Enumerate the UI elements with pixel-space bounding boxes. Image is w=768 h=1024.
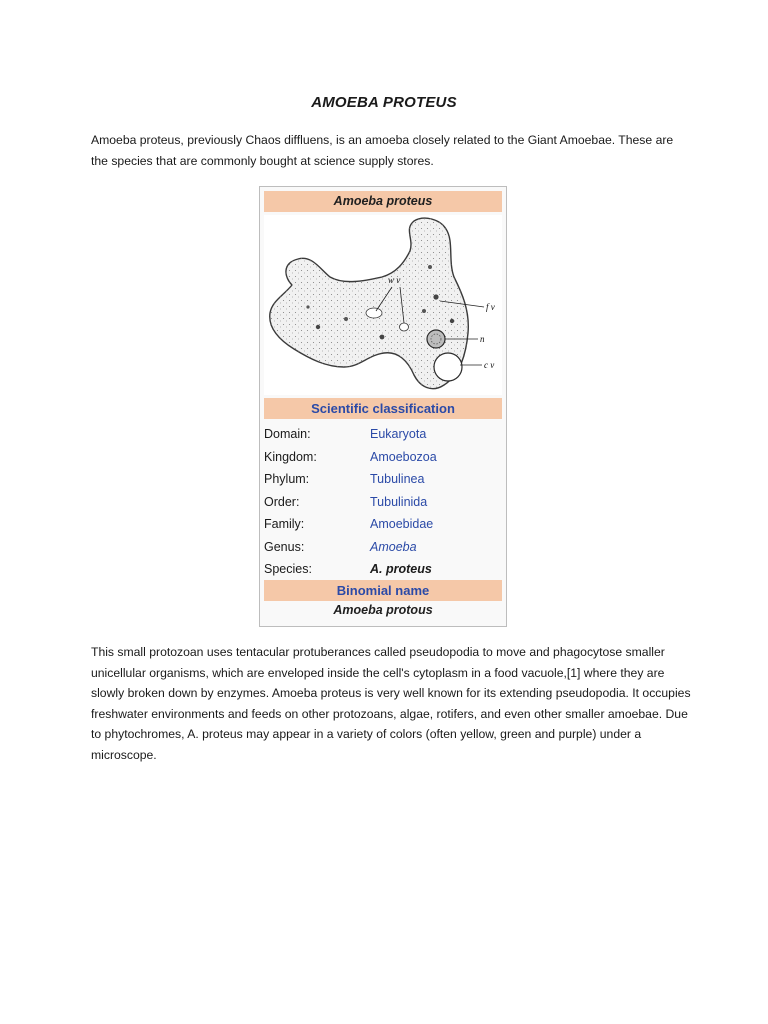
taxon-link[interactable]: Amoebidae: [370, 517, 434, 532]
rank-label: Domain:: [264, 427, 311, 442]
rank-label: Order:: [264, 494, 300, 509]
taxobox: [259, 186, 507, 627]
table-row: [264, 446, 502, 469]
taxon-link[interactable]: Tubulinida: [370, 494, 428, 509]
taxon-link[interactable]: Amoeba: [370, 539, 417, 554]
amoeba-drawing: [264, 215, 502, 395]
rank-label: Genus:: [264, 539, 305, 554]
amoeba-illustration: [264, 215, 502, 395]
rank-label: Kingdom:: [264, 449, 317, 464]
classification-header[interactable]: Scientific classification: [264, 398, 502, 419]
taxon-link[interactable]: Eukaryota: [370, 427, 427, 442]
label-n: n: [480, 334, 485, 344]
classification-table: [264, 423, 502, 581]
label-cv: c v: [484, 360, 495, 370]
binomial-name: Amoeba protous: [333, 603, 433, 617]
intro-paragraph: Amoeba proteus, previously Chaos diffluens, is an amoeba closely related to the Giant Amoebae. These are the species that are commonly bought at science supply stores.: [91, 133, 674, 168]
rank-label: Family:: [264, 517, 305, 532]
table-row: [264, 513, 502, 536]
label-fv: f v: [486, 302, 495, 312]
species-name: A. proteus: [370, 562, 432, 577]
table-row: [264, 536, 502, 559]
rank-label: Phylum:: [264, 472, 310, 487]
body-paragraph: This small protozoan uses tentacular protuberances called pseudopodia to move and phagocytose smaller unicellular organisms, which are enveloped inside the cell's cytoplasm in a food vacuole,[1] where they are slowly broken down by enzymes. Amoeba proteus is very well known for its extending pseudopodia. It occupies freshwater environments and feeds on other protozoans, algae, rotifers, and even other smaller amoebae. Due to phytochromes, A. proteus may appear in a variety of colors (often yellow, green and purple) under a microscope.: [91, 645, 691, 762]
table-row: [264, 491, 502, 514]
document-title: AMOEBA PROTEUS: [311, 94, 457, 111]
taxobox-title: Amoeba proteus: [264, 191, 502, 212]
table-row: [264, 558, 502, 581]
table-row: [264, 468, 502, 491]
taxon-link[interactable]: Tubulinea: [370, 472, 425, 487]
taxon-link[interactable]: Amoebozoa: [370, 449, 437, 464]
label-wv: w v: [388, 275, 401, 285]
binomial-header[interactable]: Binomial name: [264, 580, 502, 601]
table-row: [264, 423, 502, 446]
rank-label: Species:: [264, 562, 312, 577]
